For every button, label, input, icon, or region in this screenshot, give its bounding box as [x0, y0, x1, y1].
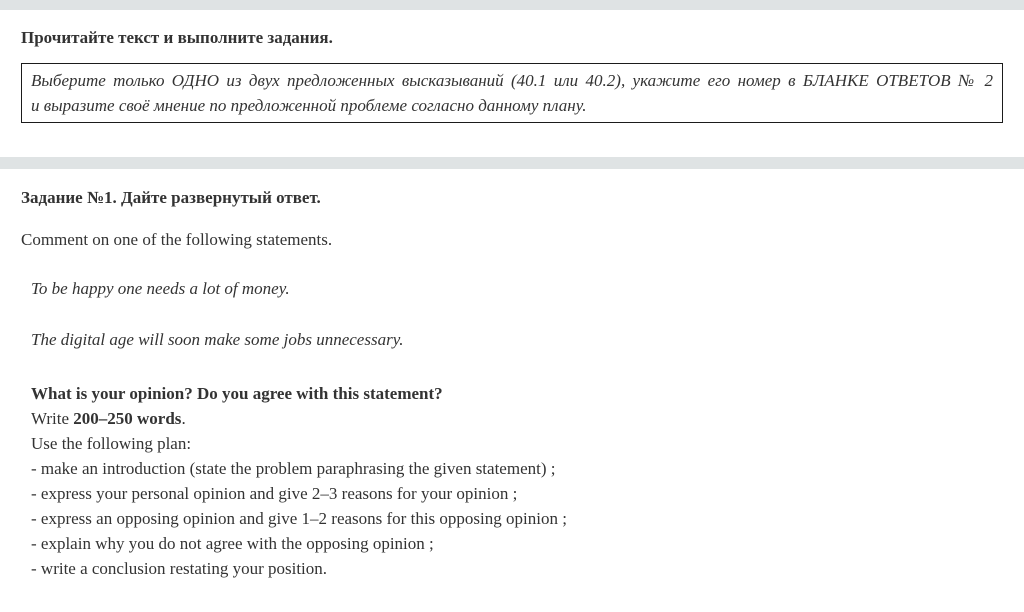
- plan-item: - express your personal opinion and give 2–3 reasons for your opinion ;: [31, 484, 518, 503]
- separator-band: [0, 157, 1024, 169]
- plan-item: - express an opposing opinion and give 1–2 reasons for this opposing opinion ;: [31, 509, 567, 528]
- top-band: [0, 0, 1024, 10]
- plan-item: - explain why you do not agree with the opposing opinion ;: [31, 534, 434, 553]
- statement-item: The digital age will soon make some jobs unnecessary.: [31, 330, 404, 349]
- word-count-value: 200–250 words: [73, 409, 182, 428]
- word-count-instruction: [31, 406, 1003, 431]
- task-heading: Задание №1. Дайте развернутый ответ.: [21, 188, 321, 207]
- instruction-box: [21, 63, 1003, 123]
- plan-item: - write a conclusion restating your position.: [31, 559, 328, 578]
- plan-item: - make an introduction (state the problem paraphrasing the given statement) ;: [31, 459, 556, 478]
- opinion-question: What is your opinion? Do you agree with this statement?: [31, 384, 443, 403]
- statements-list: [21, 280, 1003, 349]
- task-instructions-block: [21, 381, 1003, 581]
- task-section: [0, 189, 1024, 581]
- instructions-section: [0, 29, 1024, 123]
- plan-intro: Use the following plan:: [31, 434, 192, 453]
- instructions-heading: Прочитайте текст и выполните задания.: [21, 28, 333, 47]
- write-period: .: [181, 409, 186, 428]
- instruction-box-line-1: Выберите только ОДНО из двух предложенных высказываний (40.1 или 40.2), укажите его номер в БЛАНКЕ ОТВЕТОВ № 2: [31, 71, 993, 90]
- write-label: Write: [31, 409, 74, 428]
- task-intro: Comment on one of the following statements.: [21, 230, 333, 249]
- statement-item: To be happy one needs a lot of money.: [31, 279, 290, 298]
- instruction-box-line-2: и выразите своё мнение по предложенной проблеме согласно данному плану.: [31, 96, 587, 115]
